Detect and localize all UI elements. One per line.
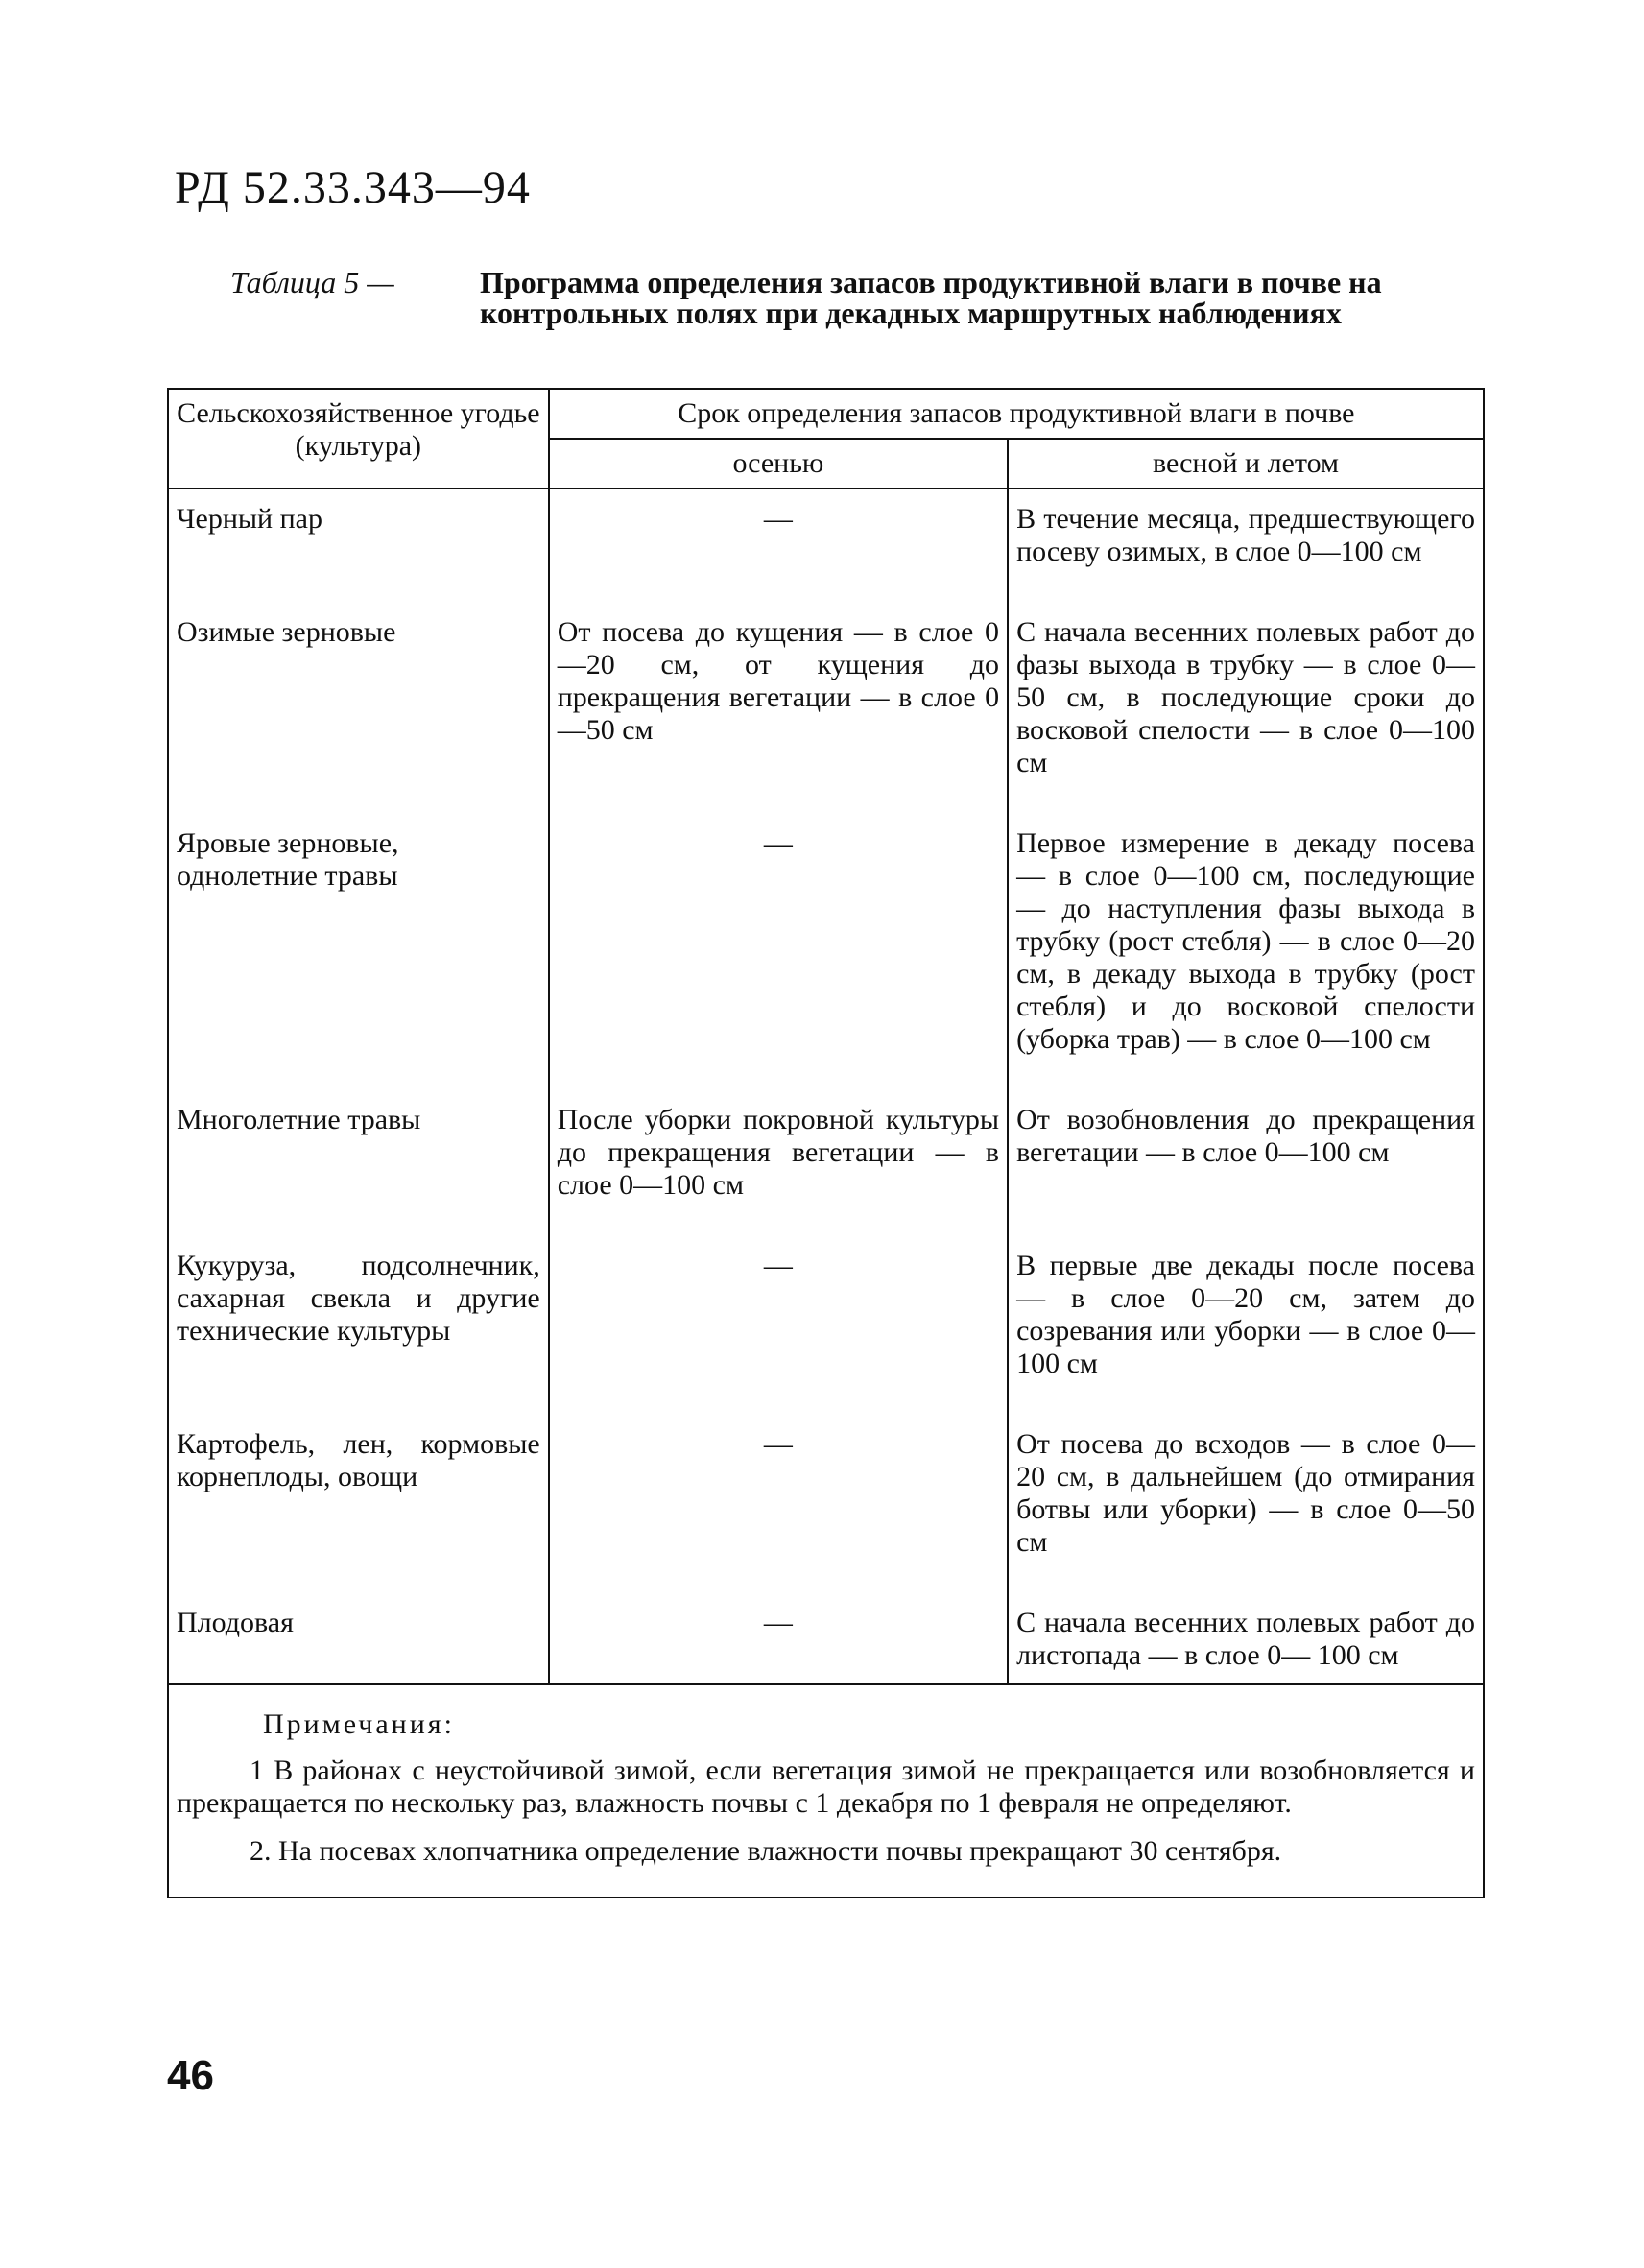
header-timing-group: Срок определения запасов продуктивной влаги в почве — [549, 389, 1484, 439]
spring-cell: Первое измерение в декаду посева — в слое 0—100 см, последующие — до наступления фазы выхода в трубку (рост стебля) — в слое 0—20 см, в декаду выхода в трубку (рост стебля) и до восковой спелости (уборка трав) — в слое 0—100 см — [1008, 814, 1484, 1090]
table-caption — [230, 267, 1411, 328]
header-autumn: осенью — [549, 439, 1008, 489]
autumn-cell: — — [549, 1593, 1008, 1684]
autumn-cell: — — [549, 489, 1008, 603]
table-row — [168, 1090, 1484, 1236]
table-row — [168, 1593, 1484, 1684]
page-number: 46 — [167, 2052, 214, 2099]
crop-cell: Яровые зерновые, однолетние травы — [168, 814, 549, 1090]
table-caption-text: Программа определения запасов продуктивной влаги в почве на контрольных полях при декадных маршрутных наблюдениях — [480, 265, 1382, 330]
spring-cell: В течение месяца, предшествующего посеву озимых, в слое 0—100 см — [1008, 489, 1484, 603]
table-caption-label: Таблица 5 — — [230, 265, 394, 299]
table-row — [168, 1236, 1484, 1415]
crop-cell: Озимые зерновые — [168, 603, 549, 814]
crop-cell: Кукуруза, подсолнечник, сахарная свекла и другие технические культуры — [168, 1236, 549, 1415]
spring-cell: С начала весенних полевых работ до фазы выхода в трубку — в слое 0—50 см, в последующие сроки до восковой спелости — в слое 0—100 см — [1008, 603, 1484, 814]
note-item: 1 В районах с неустойчивой зимой, если вегетация зимой не прекращается или возобновляется и прекращается по нескольку раз, влажность почвы с 1 декабря по 1 февраля не определяют. — [177, 1755, 1475, 1819]
notes-cell — [168, 1684, 1484, 1898]
autumn-cell: — — [549, 1415, 1008, 1593]
crop-cell: Плодовая — [168, 1593, 549, 1684]
crop-cell: Черный пар — [168, 489, 549, 603]
notes-title: Примечания: — [263, 1708, 455, 1740]
header-spring-summer: весной и летом — [1008, 439, 1484, 489]
table-header-row — [168, 389, 1484, 439]
autumn-cell: После уборки покровной культуры до прекращения вегетации — в слое 0—100 см — [549, 1090, 1008, 1236]
table-row — [168, 489, 1484, 603]
spring-cell: С начала весенних полевых работ до листопада — в слое 0— 100 см — [1008, 1593, 1484, 1684]
table-row — [168, 814, 1484, 1090]
header-crop: Сельскохозяйственное угодье (культура) — [168, 389, 549, 489]
autumn-cell: От посева до кущения — в слое 0—20 см, от кущения до прекращения вегетации — в слое 0—50 см — [549, 603, 1008, 814]
spring-cell: В первые две декады после посева — в слое 0—20 см, затем до созревания или уборки — в слое 0—100 см — [1008, 1236, 1484, 1415]
document-code: РД 52.33.343—94 — [175, 162, 531, 213]
crop-cell: Многолетние травы — [168, 1090, 549, 1236]
autumn-cell: — — [549, 814, 1008, 1090]
notes-row — [168, 1684, 1484, 1898]
crop-cell: Картофель, лен, кормовые корнеплоды, овощи — [168, 1415, 549, 1593]
spring-cell: От возобновления до прекращения вегетации — в слое 0—100 см — [1008, 1090, 1484, 1236]
note-item: 2. На посевах хлопчатника определение влажности почвы прекращают 30 сентября. — [250, 1835, 1282, 1867]
table-row — [168, 603, 1484, 814]
table-row — [168, 1415, 1484, 1593]
spring-cell: От посева до всходов — в слое 0—20 см, в дальнейшем (до отмирания ботвы или уборки) — в слое 0—50 см — [1008, 1415, 1484, 1593]
autumn-cell: — — [549, 1236, 1008, 1415]
soil-moisture-table — [167, 388, 1485, 1898]
